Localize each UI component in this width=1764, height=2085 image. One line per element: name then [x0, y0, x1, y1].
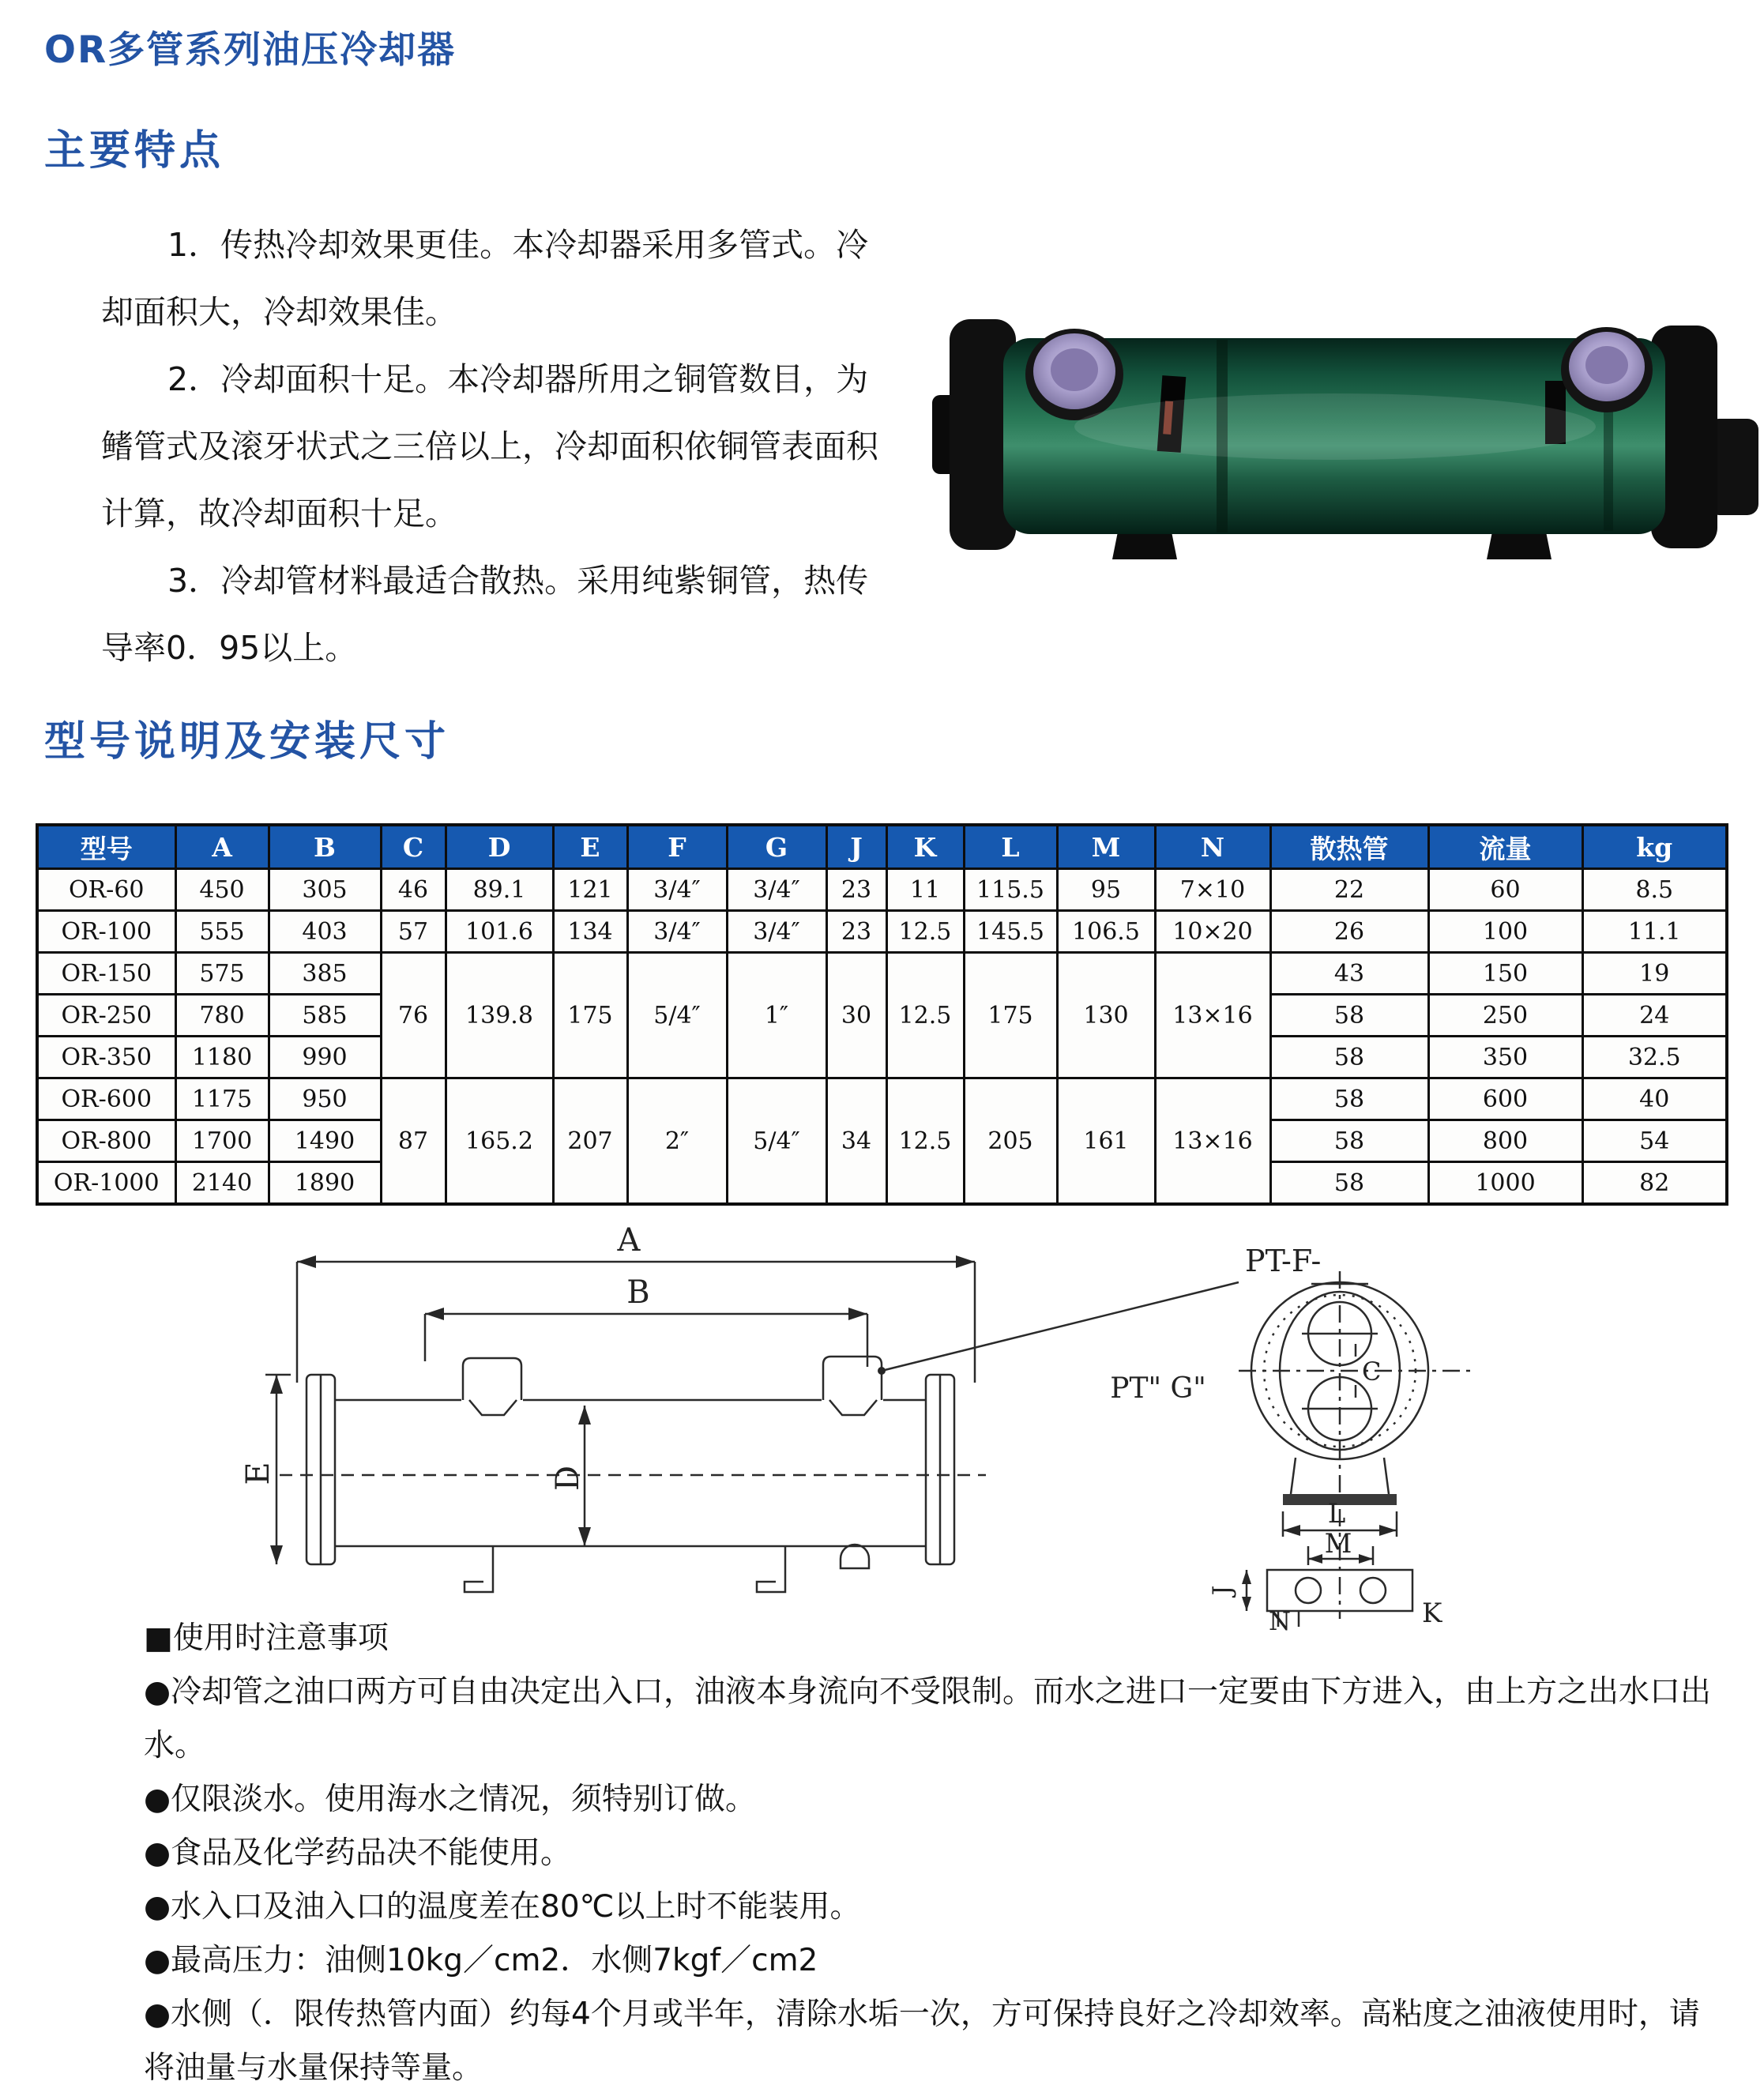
table-cell: 950: [269, 1078, 381, 1120]
table-cell: 385: [269, 953, 381, 995]
table-cell: 115.5: [964, 869, 1057, 911]
table-cell-merged: 205: [964, 1078, 1057, 1205]
table-cell: 3/4″: [627, 911, 727, 953]
table-cell: 121: [553, 869, 627, 911]
column-header: B: [269, 825, 381, 869]
dim-label-e: E: [240, 1462, 276, 1485]
column-header: F: [627, 825, 727, 869]
table-cell: 600: [1428, 1078, 1582, 1120]
table-cell: 2140: [175, 1162, 269, 1205]
table-cell-merged: 175: [964, 953, 1057, 1078]
dim-label-k: K: [1422, 1598, 1442, 1629]
table-cell: 403: [269, 911, 381, 953]
table-cell: 1890: [269, 1162, 381, 1205]
table-cell: 11: [886, 869, 964, 911]
table-cell-merged: 13×16: [1155, 1078, 1270, 1205]
table-cell: 11.1: [1582, 911, 1727, 953]
column-header: A: [175, 825, 269, 869]
table-cell: 26: [1270, 911, 1428, 953]
table-cell: 3/4″: [727, 869, 826, 911]
table-cell: 58: [1270, 1078, 1428, 1120]
table-cell: 58: [1270, 995, 1428, 1037]
table-cell-merged: 130: [1057, 953, 1155, 1078]
table-cell: 23: [826, 869, 886, 911]
column-header: K: [886, 825, 964, 869]
model-cell: OR-800: [37, 1120, 175, 1162]
table-cell: 58: [1270, 1037, 1428, 1078]
column-header: 散热管: [1270, 825, 1428, 869]
port-label-ptg: PT" G": [1110, 1372, 1206, 1405]
dim-label-a: A: [617, 1222, 641, 1259]
table-cell-merged: 207: [553, 1078, 627, 1205]
table-cell-merged: 139.8: [446, 953, 553, 1078]
table-cell: 19: [1582, 953, 1727, 995]
table-cell: 58: [1270, 1162, 1428, 1205]
column-header: C: [381, 825, 446, 869]
model-heading: 型号说明及安装尺寸: [44, 717, 450, 766]
table-cell: 95: [1057, 869, 1155, 911]
table-cell-merged: 175: [553, 953, 627, 1078]
column-header: 型号: [37, 825, 175, 869]
table-cell: 1700: [175, 1120, 269, 1162]
table-cell: 780: [175, 995, 269, 1037]
note-item: ●最高压力：油侧10kg／cm2．水侧7kgf／cm2: [144, 1943, 818, 1978]
usage-notes: [144, 1612, 1720, 2085]
table-cell: 1000: [1428, 1162, 1582, 1205]
table-cell: 1490: [269, 1120, 381, 1162]
port-label-ptf: PT-F-: [1245, 1244, 1322, 1278]
table-cell: 24: [1582, 995, 1727, 1037]
table-cell: 990: [269, 1037, 381, 1078]
dim-label-n: N: [1269, 1606, 1291, 1631]
model-cell: OR-250: [37, 995, 175, 1037]
dimension-table: [36, 823, 1728, 1206]
table-row: [37, 869, 1727, 911]
note-item: ●仅限淡水。使用海水之情况，须特别订做。: [144, 1782, 757, 1817]
column-header: L: [964, 825, 1057, 869]
table-cell: 82: [1582, 1162, 1727, 1205]
table-cell-merged: 13×16: [1155, 953, 1270, 1078]
column-header: kg: [1582, 825, 1727, 869]
dim-label-m: M: [1324, 1528, 1352, 1560]
table-cell-merged: 1″: [727, 953, 826, 1078]
table-cell: 1180: [175, 1037, 269, 1078]
product-photo: [908, 308, 1764, 561]
table-cell-merged: 34: [826, 1078, 886, 1205]
column-header: E: [553, 825, 627, 869]
table-cell: 450: [175, 869, 269, 911]
note-item: ●水侧（．限传热管内面）约每4个月或半年，清除水垢一次，方可保持良好之冷却效率。高粘度之油液使用时，请将油量与水量保持等量。: [144, 1997, 1700, 2085]
table-cell-merged: 2″: [627, 1078, 727, 1205]
table-cell: 150: [1428, 953, 1582, 995]
table-cell: 10×20: [1155, 911, 1270, 953]
table-cell: 22: [1270, 869, 1428, 911]
table-cell: 12.5: [886, 911, 964, 953]
table-row: [37, 953, 1727, 995]
table-cell-merged: 30: [826, 953, 886, 1078]
table-cell: 250: [1428, 995, 1582, 1037]
model-cell: OR-60: [37, 869, 175, 911]
dim-label-d: D: [550, 1465, 586, 1492]
column-header: 流量: [1428, 825, 1582, 869]
table-cell-merged: 12.5: [886, 953, 964, 1078]
table-cell-merged: 5/4″: [627, 953, 727, 1078]
table-cell: 57: [381, 911, 446, 953]
table-cell: 54: [1582, 1120, 1727, 1162]
table-cell: 106.5: [1057, 911, 1155, 953]
table-cell: 585: [269, 995, 381, 1037]
page-title: OR多管系列油压冷却器: [44, 28, 457, 72]
installation-drawing: [228, 1205, 1531, 1631]
model-cell: OR-100: [37, 911, 175, 953]
table-cell: 3/4″: [627, 869, 727, 911]
table-cell: 23: [826, 911, 886, 953]
model-cell: OR-1000: [37, 1162, 175, 1205]
table-cell: 100: [1428, 911, 1582, 953]
dim-label-j: J: [1207, 1585, 1237, 1596]
table-cell: 305: [269, 869, 381, 911]
table-cell: 555: [175, 911, 269, 953]
table-header-row: [37, 825, 1727, 869]
column-header: G: [727, 825, 826, 869]
column-header: N: [1155, 825, 1270, 869]
table-row: [37, 911, 1727, 953]
table-cell: 60: [1428, 869, 1582, 911]
table-cell-merged: 87: [381, 1078, 446, 1205]
table-cell-merged: 5/4″: [727, 1078, 826, 1205]
table-cell: 575: [175, 953, 269, 995]
features-heading: 主要特点: [44, 126, 225, 175]
table-cell: 43: [1270, 953, 1428, 995]
table-cell-merged: 12.5: [886, 1078, 964, 1205]
table-cell: 350: [1428, 1037, 1582, 1078]
features-text: [101, 212, 899, 682]
table-cell: 145.5: [964, 911, 1057, 953]
table-cell: 7×10: [1155, 869, 1270, 911]
table-cell: 58: [1270, 1120, 1428, 1162]
dim-label-b: B: [626, 1274, 650, 1311]
table-cell: 40: [1582, 1078, 1727, 1120]
note-item: ●水入口及油入口的温度差在80℃以上时不能装用。: [144, 1889, 861, 1925]
model-cell: OR-350: [37, 1037, 175, 1078]
table-cell-merged: 165.2: [446, 1078, 553, 1205]
model-cell: OR-150: [37, 953, 175, 995]
table-cell: 8.5: [1582, 869, 1727, 911]
notes-heading: ■使用时注意事项: [144, 1620, 389, 1656]
dim-label-c: C: [1362, 1357, 1382, 1387]
note-item: ●食品及化学药品决不能使用。: [144, 1835, 572, 1871]
feature-item-2: 2．冷却面积十足。本冷却器所用之铜管数目，为鳍管式及滚牙状式之三倍以上，冷却面积依铜管表面积计算，故冷却面积十足。: [101, 360, 878, 533]
table-cell: 89.1: [446, 869, 553, 911]
table-cell: 46: [381, 869, 446, 911]
table-cell: 800: [1428, 1120, 1582, 1162]
table-cell-merged: 76: [381, 953, 446, 1078]
table-cell: 3/4″: [727, 911, 826, 953]
column-header: M: [1057, 825, 1155, 869]
table-cell: 1175: [175, 1078, 269, 1120]
column-header: J: [826, 825, 886, 869]
table-cell: 134: [553, 911, 627, 953]
product-photo-image: [908, 308, 1764, 561]
table-row: [37, 1078, 1727, 1120]
table-cell: 32.5: [1582, 1037, 1727, 1078]
note-item: ●冷却管之油口两方可自由决定出入口，油液本身流向不受限制。而水之进口一定要由下方进入，由上方之出水口出水。: [144, 1674, 1712, 1763]
dim-label-l: L: [1327, 1498, 1346, 1530]
model-cell: OR-600: [37, 1078, 175, 1120]
column-header: D: [446, 825, 553, 869]
feature-item-1: 1．传热冷却效果更佳。本冷却器采用多管式。冷却面积大，冷却效果佳。: [101, 226, 869, 331]
table-cell: 101.6: [446, 911, 553, 953]
table-cell-merged: 161: [1057, 1078, 1155, 1205]
feature-item-3: 3．冷却管材料最适合散热。采用纯紫铜管，热传导率0．95以上。: [101, 562, 869, 667]
